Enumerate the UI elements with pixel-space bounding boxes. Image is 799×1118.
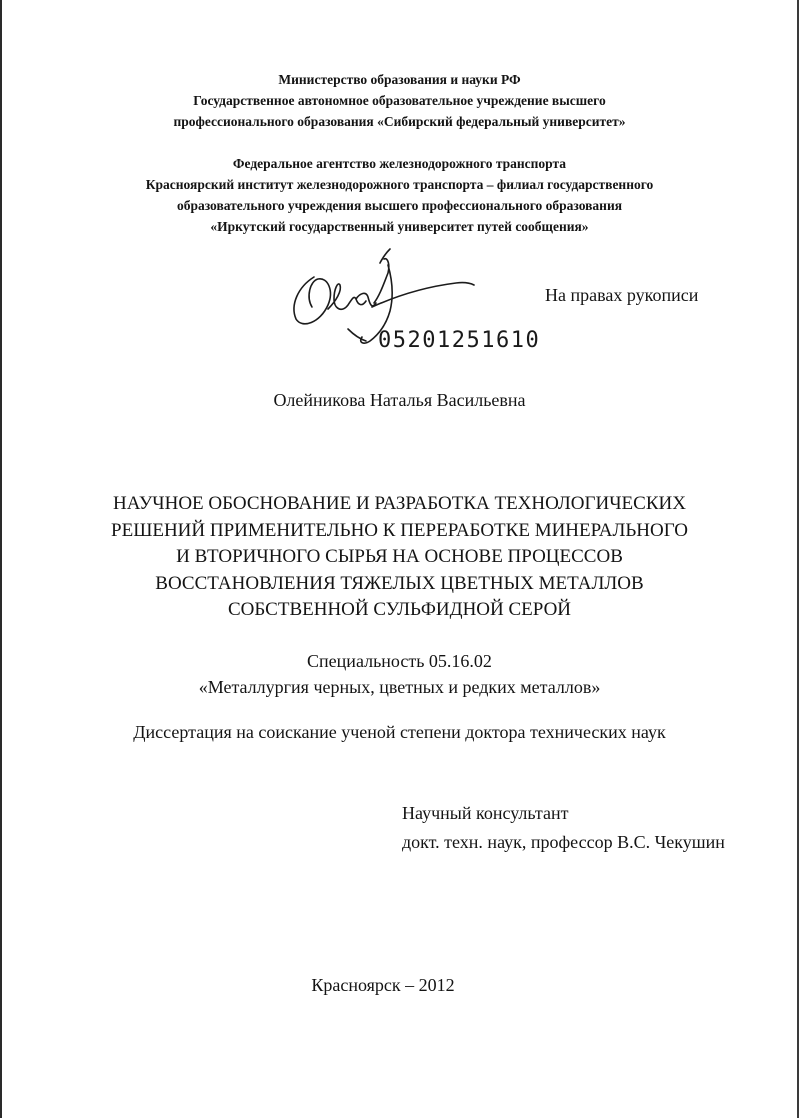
specialty-block — [0, 648, 799, 700]
specialty-name: «Металлургия черных, цветных и редких металлов» — [198, 677, 601, 697]
title-line: СОБСТВЕННОЙ СУЛЬФИДНОЙ СЕРОЙ — [227, 599, 572, 620]
ministry-header — [0, 69, 799, 132]
title-line: НАУЧНОЕ ОБОСНОВАНИЕ И РАЗРАБОТКА ТЕХНОЛОГИЧЕСКИХ — [113, 493, 686, 514]
dissertation-title — [0, 491, 799, 624]
transport-header — [0, 153, 799, 237]
ministry-line: Министерство образования и науки РФ — [278, 72, 521, 87]
scientific-consultant — [402, 799, 725, 857]
institute-line: Красноярский институт железнодорожного транспорта – филиал государственного — [145, 177, 654, 192]
specialty-code: Специальность 05.16.02 — [307, 651, 492, 671]
consultant-name: докт. техн. наук, профессор В.С. Чекушин — [402, 832, 725, 852]
degree-statement: Диссертация на соискание ученой степени доктора технических наук — [133, 722, 666, 742]
university-type-line: Государственное автономное образовательное учреждение высшего — [193, 93, 606, 108]
university-name-line: профессионального образования «Сибирский федеральный университет» — [173, 114, 626, 129]
title-line: ВОССТАНОВЛЕНИЯ ТЯЖЕЛЫХ ЦВЕТНЫХ МЕТАЛЛОВ — [155, 572, 644, 594]
title-line: РЕШЕНИЙ ПРИМЕНИТЕЛЬНО К ПЕРЕРАБОТКЕ МИНЕРАЛЬНОГО — [111, 519, 688, 541]
institute-type-line: образовательного учреждения высшего профессионального образования — [176, 198, 623, 213]
parent-university-line: «Иркутский государственный университет путей сообщения» — [210, 219, 589, 234]
title-line: И ВТОРИЧНОГО СЫРЬЯ НА ОСНОВЕ ПРОЦЕССОВ — [176, 546, 623, 567]
author-name: Олейникова Наталья Васильевна — [273, 390, 526, 410]
city-year: Красноярск – 2012 — [311, 975, 455, 995]
registration-number: 05201251610 — [378, 328, 541, 353]
manuscript-rights-label: На правах рукописи — [545, 285, 699, 305]
transport-agency-line: Федеральное агентство железнодорожного транспорта — [232, 156, 567, 171]
consultant-role: Научный консультант — [402, 803, 569, 823]
